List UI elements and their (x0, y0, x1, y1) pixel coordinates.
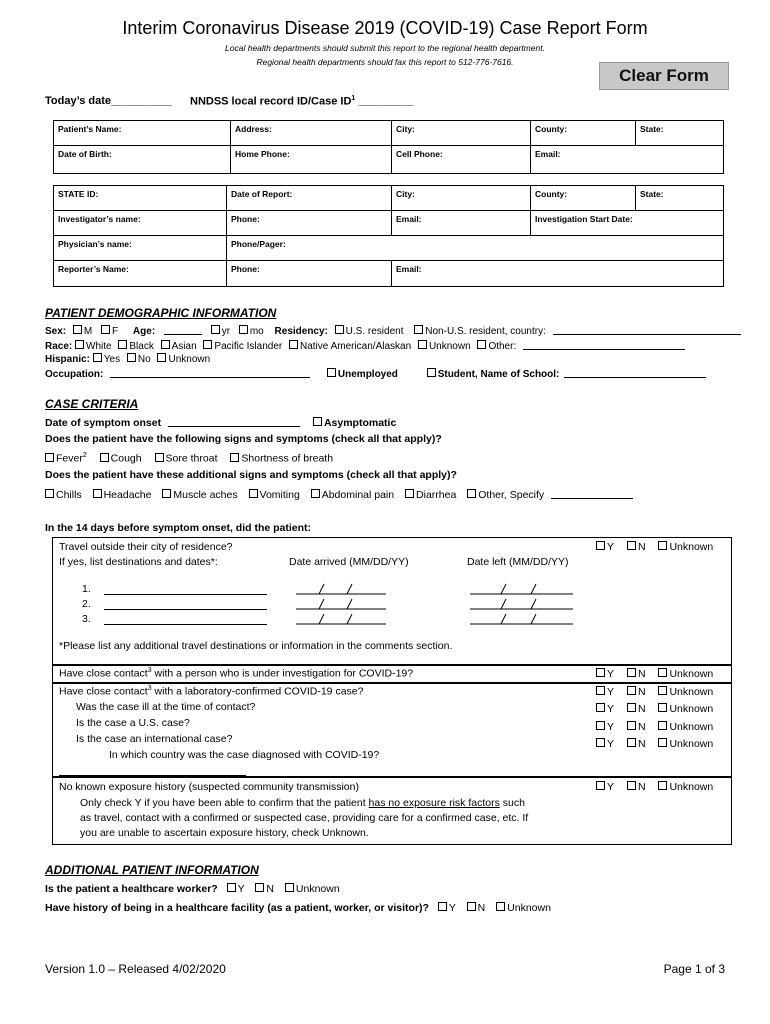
investigator-name-cell[interactable]: Investigator’s name: (54, 211, 227, 236)
cell-phone-cell[interactable]: Cell Phone: (392, 146, 531, 174)
arrived-slash-1a (319, 584, 324, 594)
version-text: Version 1.0 – Released 4/02/2020 (45, 962, 226, 976)
cough-checkbox[interactable] (100, 453, 109, 462)
onset-row (45, 416, 396, 429)
hispanic-no-label: No (137, 354, 151, 365)
nndss-input[interactable]: _________ (355, 95, 414, 108)
vomiting-label: Vomiting (259, 489, 300, 501)
nk-1b: such (499, 797, 525, 809)
sob-label: Shortness of breath (241, 452, 334, 465)
travel-note: *Please list any additional travel destinations or information in the comments section. (59, 640, 453, 652)
investigator-phone-cell[interactable]: Phone: (227, 211, 392, 236)
hispanic-row (45, 353, 210, 365)
travel-y-checkbox[interactable] (596, 541, 605, 550)
cough-label: Cough (110, 452, 142, 465)
sex-m-checkbox[interactable] (73, 325, 82, 334)
intlcase-n-checkbox[interactable] (627, 738, 636, 747)
arrived-slash-1b (347, 584, 352, 594)
age-mo-label: mo (249, 326, 264, 337)
facility-row (45, 902, 551, 914)
race-row (45, 339, 685, 352)
race-white-label: White (86, 341, 112, 352)
facility-question: Have history of being in a healthcare facility (as a patient, worker, or visitor)? (45, 902, 429, 914)
race-asian-label: Asian (171, 341, 197, 352)
clear-form-button[interactable]: Clear Form (599, 62, 729, 90)
lab-u-label: Unknown (669, 686, 714, 698)
lab-u-checkbox[interactable] (658, 686, 667, 695)
arrived-slash-3b (347, 614, 352, 624)
left-slash-1b (531, 584, 536, 594)
sore-throat-checkbox[interactable] (155, 453, 164, 462)
reporter-phone-cell[interactable]: Phone: (227, 261, 392, 287)
race-white-checkbox[interactable] (75, 340, 84, 349)
uscase-n-checkbox[interactable] (627, 721, 636, 730)
chills-label: Chills (56, 489, 82, 501)
race-pacific-checkbox[interactable] (203, 340, 212, 349)
uscase-n-label: N (637, 721, 646, 733)
date-left-header: Date left (MM/DD/YY) (467, 556, 569, 568)
facility-n-label: N (477, 902, 486, 914)
sex-f-label: F (112, 326, 119, 337)
race-asian-checkbox[interactable] (161, 340, 170, 349)
pui-ynu (596, 668, 713, 680)
destination-input-2[interactable] (104, 609, 267, 610)
sex-age-residency-row (45, 324, 741, 337)
report-info-table (53, 185, 724, 287)
state-cell[interactable]: State: (636, 121, 724, 146)
sex-m-label: M (83, 326, 93, 337)
pui-footnote: 3 (147, 667, 152, 674)
investigator-email-cell[interactable]: Email: (392, 211, 531, 236)
left-slash-1a (501, 584, 506, 594)
hispanic-unknown-label: Unknown (168, 354, 211, 365)
arrived-slash-2b (347, 599, 352, 609)
left-slash-3b (531, 614, 536, 624)
email-cell[interactable]: Email: (531, 146, 724, 174)
hispanic-yes-label: Yes (103, 354, 121, 365)
left-slash-2a (501, 599, 506, 609)
student-label: Student, Name of School: (437, 369, 560, 380)
patient-name-cell[interactable]: Patient’s Name: (54, 121, 231, 146)
hispanic-unknown-checkbox[interactable] (157, 353, 166, 362)
address-cell[interactable]: Address: (231, 121, 392, 146)
facility-u-checkbox[interactable] (496, 902, 505, 911)
ill-n-checkbox[interactable] (627, 703, 636, 712)
race-native-checkbox[interactable] (289, 340, 298, 349)
lab-contact-a: Have close contact (59, 685, 148, 698)
race-native-label: Native American/Alaskan (300, 341, 412, 352)
occupation-input[interactable] (110, 367, 310, 378)
muscle-aches-label: Muscle aches (173, 489, 238, 501)
uscase-u-checkbox[interactable] (658, 721, 667, 730)
nndss-label: NNDSS local record ID/Case ID (190, 95, 352, 108)
hcw-u-checkbox[interactable] (285, 883, 294, 892)
arrived-slash-2a (319, 599, 324, 609)
race-other-checkbox[interactable] (477, 340, 486, 349)
intlcase-y-label: Y (607, 738, 615, 750)
facility-u-label: Unknown (507, 902, 551, 914)
facility-y-label: Y (448, 902, 456, 914)
noexposure-n-checkbox[interactable] (627, 781, 636, 790)
travel-number-2: 2. (82, 598, 91, 610)
asymptomatic-label: Asymptomatic (323, 417, 397, 429)
age-mo-checkbox[interactable] (239, 325, 248, 334)
left-slash-2b (531, 599, 536, 609)
additional-symptoms-question: Does the patient have these additional signs and symptoms (check all that apply)? (45, 469, 457, 481)
subtitle-2: Regional health departments should fax this report to 512-776-7616. (256, 57, 514, 67)
sore-throat-label: Sore throat (165, 452, 218, 465)
patient-contact-table (53, 120, 724, 174)
which-country-question: In which country was the case diagnosed with COVID-19? (109, 749, 380, 761)
race-label: Race: (45, 341, 73, 352)
us-resident-label: U.S. resident (345, 326, 404, 337)
travel-list-label: If yes, list destinations and dates*: (59, 556, 218, 568)
ill-y-checkbox[interactable] (596, 703, 605, 712)
date-arrived-header: Date arrived (MM/DD/YY) (289, 556, 409, 568)
intl-case-question: Is the case an international case? (76, 733, 233, 745)
county-cell[interactable]: County: (531, 121, 636, 146)
noexposure-n-label: N (637, 781, 646, 793)
intlcase-ynu (596, 738, 713, 750)
travel-n-label: N (637, 541, 646, 553)
ill-u-label: Unknown (669, 703, 714, 715)
race-black-label: Black (129, 341, 154, 352)
destination-input-1[interactable] (104, 594, 267, 595)
onset-label: Date of symptom onset (45, 417, 162, 429)
lab-n-label: N (637, 686, 646, 698)
fever-label: Fever (56, 452, 83, 465)
intlcase-u-checkbox[interactable] (658, 738, 667, 747)
hispanic-no-checkbox[interactable] (127, 353, 136, 362)
school-input[interactable] (564, 367, 706, 378)
pui-y-checkbox[interactable] (596, 668, 605, 677)
pui-n-checkbox[interactable] (627, 668, 636, 677)
headache-checkbox[interactable] (93, 489, 102, 498)
travel-number-3: 3. (82, 613, 91, 625)
race-unknown-checkbox[interactable] (418, 340, 427, 349)
lab-contact-b: with a laboratory-confirmed COVID-19 case? (151, 685, 364, 698)
ill-u-checkbox[interactable] (658, 703, 667, 712)
other-symptom-label: Other, Specify (478, 489, 545, 501)
non-us-resident-checkbox[interactable] (414, 325, 423, 334)
no-exposure-note-3: you are unable to ascertain exposure history, check Unknown. (80, 827, 369, 839)
race-other-input[interactable] (523, 339, 685, 350)
pui-y-label: Y (607, 668, 615, 680)
hcw-n-checkbox[interactable] (255, 883, 264, 892)
ill-ynu (596, 703, 713, 715)
noexposure-y-label: Y (607, 781, 615, 793)
us-resident-checkbox[interactable] (335, 325, 344, 334)
abdominal-pain-label: Abdominal pain (321, 489, 395, 501)
uscase-y-checkbox[interactable] (596, 721, 605, 730)
occupation-label: Occupation: (45, 369, 104, 380)
hcw-question: Is the patient a healthcare worker? (45, 883, 218, 895)
physician-phone-cell[interactable]: Phone/Pager: (227, 236, 724, 261)
city2-cell[interactable]: City: (392, 186, 531, 211)
intlcase-y-checkbox[interactable] (596, 738, 605, 747)
age-yr-label: yr (221, 326, 231, 337)
student-checkbox[interactable] (427, 368, 436, 377)
age-input[interactable] (164, 324, 202, 335)
exposure-intro: In the 14 days before symptom onset, did the patient: (45, 522, 312, 534)
travel-n-checkbox[interactable] (627, 541, 636, 550)
county2-cell[interactable]: County: (531, 186, 636, 211)
unemployed-checkbox[interactable] (327, 368, 336, 377)
ill-n-label: N (637, 703, 646, 715)
chills-checkbox[interactable] (45, 489, 54, 498)
lab-n-checkbox[interactable] (627, 686, 636, 695)
no-exposure-note-2: as travel, contact with a confirmed or suspected case, providing care for a confirmed case, etc. If (80, 812, 529, 824)
us-case-question: Is the case a U.S. case? (76, 717, 190, 729)
vomiting-checkbox[interactable] (249, 489, 258, 498)
travel-number-1: 1. (82, 583, 91, 595)
onset-date-input[interactable] (168, 416, 300, 427)
lab-ynu (596, 686, 713, 698)
abdominal-pain-checkbox[interactable] (311, 489, 320, 498)
lab-contact-question (59, 685, 363, 698)
state-id-cell[interactable]: STATE ID: (54, 186, 227, 211)
subtitle-1: Local health departments should submit this report to the regional health department. (225, 43, 545, 53)
hispanic-yes-checkbox[interactable] (93, 353, 102, 362)
todays-date-field[interactable]: Today’s date__________ (45, 95, 173, 107)
demographic-heading: PATIENT DEMOGRAPHIC INFORMATION (45, 306, 277, 320)
additional-heading: ADDITIONAL PATIENT INFORMATION (45, 863, 259, 877)
race-unknown-label: Unknown (428, 341, 471, 352)
lab-footnote: 3 (147, 685, 152, 692)
other-symptom-input[interactable] (551, 488, 633, 499)
symptoms-row-1 (45, 452, 333, 465)
nk-1a: Only check Y if you have been able to confirm that the patient (80, 797, 369, 809)
uscase-y-label: Y (607, 721, 615, 733)
travel-date-lines (290, 582, 590, 628)
unemployed-label: Unemployed (337, 369, 398, 380)
date-of-report-cell[interactable]: Date of Report: (227, 186, 392, 211)
intlcase-n-label: N (637, 738, 646, 750)
fever-checkbox[interactable] (45, 453, 54, 462)
pui-contact-b: with a person who is under investigation for COVID-19? (151, 667, 414, 680)
no-exposure-note-1 (80, 797, 525, 809)
intlcase-u-label: Unknown (669, 738, 714, 750)
symptoms-question: Does the patient have the following signs and symptoms (check all that apply)? (45, 433, 442, 445)
facility-y-checkbox[interactable] (438, 902, 447, 911)
page-number: Page 1 of 3 (663, 962, 725, 976)
left-slash-3a (501, 614, 506, 624)
country-diagnosed-input[interactable] (59, 775, 246, 776)
physician-name-cell[interactable]: Physician’s name: (54, 236, 227, 261)
hcw-y-label: Y (237, 883, 245, 895)
city-cell[interactable]: City: (392, 121, 531, 146)
age-label: Age: (132, 326, 156, 337)
dob-cell[interactable]: Date of Birth: (54, 146, 231, 174)
nk-1u: has no exposure risk factors (368, 797, 500, 809)
race-black-checkbox[interactable] (118, 340, 127, 349)
travel-u-label: Unknown (669, 541, 714, 553)
reporter-name-cell[interactable]: Reporter’s Name: (54, 261, 227, 287)
other-symptom-checkbox[interactable] (467, 489, 476, 498)
home-phone-cell[interactable]: Home Phone: (231, 146, 392, 174)
sob-checkbox[interactable] (230, 453, 239, 462)
residency-label: Residency: (274, 326, 328, 337)
state2-cell[interactable]: State: (636, 186, 724, 211)
age-yr-checkbox[interactable] (211, 325, 220, 334)
nndss-footnote: 1 (351, 95, 356, 102)
headache-label: Headache (103, 489, 152, 501)
race-other-label: Other: (488, 341, 517, 352)
case-criteria-heading: CASE CRITERIA (45, 397, 139, 411)
fever-footnote: 2 (82, 452, 87, 459)
investigation-start-cell[interactable]: Investigation Start Date: (531, 211, 724, 236)
form-title: Interim Coronavirus Disease 2019 (COVID-19) Case Report Form (122, 18, 648, 38)
noexposure-u-checkbox[interactable] (658, 781, 667, 790)
travel-y-label: Y (607, 541, 615, 553)
asymptomatic-checkbox[interactable] (313, 417, 322, 426)
race-pacific-label: Pacific Islander (214, 341, 283, 352)
facility-n-checkbox[interactable] (467, 902, 476, 911)
sex-label: Sex: (45, 326, 67, 337)
travel-question: Travel outside their city of residence? (59, 541, 233, 553)
reporter-email-cell[interactable]: Email: (392, 261, 724, 287)
noexposure-y-checkbox[interactable] (596, 781, 605, 790)
pui-contact-question (59, 667, 413, 680)
muscle-aches-checkbox[interactable] (162, 489, 171, 498)
hcw-n-label: N (266, 883, 274, 895)
travel-ynu (596, 541, 713, 553)
pui-n-label: N (637, 668, 646, 680)
country-input[interactable] (553, 324, 741, 335)
pui-contact-a: Have close contact (59, 667, 148, 680)
non-us-resident-label: Non-U.S. resident, country: (425, 326, 546, 337)
case-ill-question: Was the case ill at the time of contact? (76, 701, 256, 713)
noexposure-u-label: Unknown (669, 781, 714, 793)
hcw-y-checkbox[interactable] (227, 883, 236, 892)
hcw-row (45, 883, 340, 895)
hispanic-label: Hispanic: (45, 354, 91, 365)
no-exposure-question: No known exposure history (suspected community transmission) (59, 781, 359, 793)
sex-f-checkbox[interactable] (101, 325, 110, 334)
noexposure-ynu (596, 781, 713, 793)
lab-y-checkbox[interactable] (596, 686, 605, 695)
occupation-row (45, 367, 706, 380)
pui-u-label: Unknown (669, 668, 714, 680)
travel-u-checkbox[interactable] (658, 541, 667, 550)
ill-y-label: Y (607, 703, 615, 715)
diarrhea-label: Diarrhea (416, 489, 457, 501)
symptoms-row-2 (45, 488, 633, 501)
uscase-u-label: Unknown (669, 721, 714, 733)
diarrhea-checkbox[interactable] (405, 489, 414, 498)
destination-input-3[interactable] (104, 624, 267, 625)
lab-y-label: Y (607, 686, 615, 698)
hcw-u-label: Unknown (295, 883, 340, 895)
uscase-ynu (596, 721, 713, 733)
arrived-slash-3a (319, 614, 324, 624)
pui-u-checkbox[interactable] (658, 668, 667, 677)
